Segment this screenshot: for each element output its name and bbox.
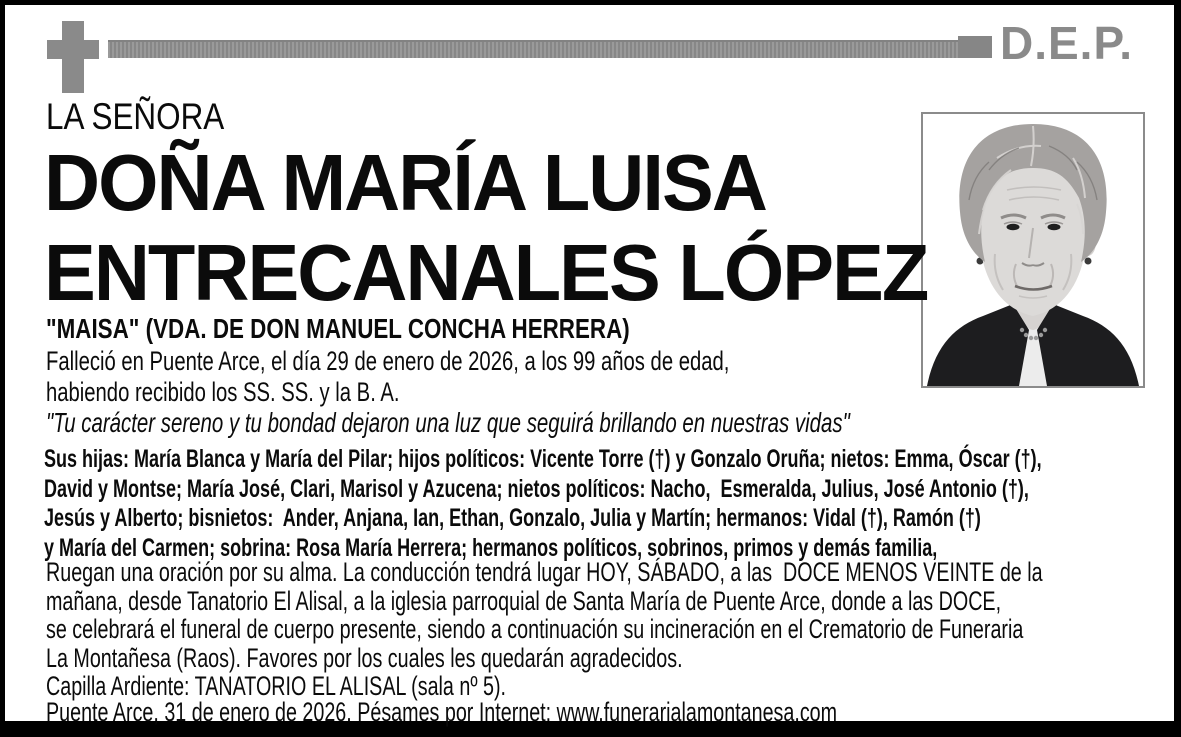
funeral-line: Ruegan una oración por su alma. La conducción tendrá lugar HOY, SÁBADO, a las DOCE MENOS VEINTE de la <box>46 557 1043 587</box>
honorific-text: LA SEÑORA <box>46 96 225 137</box>
death-line: Falleció en Puente Arce, el día 29 de enero de 2026, a los 99 años de edad, <box>46 346 730 376</box>
memorial-quote-text: "Tu carácter sereno y tu bondad dejaron una luz que seguirá brillando en nuestras vidas" <box>46 407 850 438</box>
funeral-line: mañana, desde Tanatorio El Alisal, a la iglesia parroquial de Santa María de Puente Arce, donde a las DOCE, <box>46 585 1002 616</box>
family-line: Jesús y Alberto; bisnietos: Ander, Anjana, Ian, Ethan, Gonzalo, Julia y Martín; hermanos: Vidal (†), Ramón (†) <box>44 504 981 532</box>
frame-top-border <box>0 0 1181 5</box>
death-notice-paragraph <box>46 346 957 408</box>
funeral-line: La Montañesa (Raos). Favores por los cuales les quedarán agradecidos. <box>46 642 683 673</box>
alias-text: "MAISA" (VDA. DE DON MANUEL CONCHA HERRERA) <box>46 313 630 344</box>
header-rule-bar <box>108 40 960 58</box>
date-and-website-line <box>46 697 1130 728</box>
deceased-name-line1: DOÑA MARÍA LUISA <box>44 138 766 227</box>
frame-left-border <box>0 0 5 737</box>
deceased-name-heading <box>44 138 955 318</box>
deceased-name-line2: ENTRECANALES LÓPEZ <box>44 228 928 317</box>
date-and-website-text: Puente Arce, 31 de enero de 2026. Pésames por Internet: www.funerarialamontanesa.com <box>46 697 838 727</box>
memorial-quote <box>46 407 1147 439</box>
family-line: David y Montse; María José, Clari, Marisol y Azucena; nietos políticos: Nacho, Esmeralda, Julius, José Antonio (†), <box>44 474 1029 503</box>
funeral-line: se celebrará el funeral de cuerpo presente, siendo a continuación su incineración en el Crematorio de Funeraria <box>46 614 1024 645</box>
dep-label: D.E.P. <box>1000 17 1133 69</box>
funeral-line: Capilla Ardiente: TANATORIO EL ALISAL (sala nº 5). <box>46 671 507 702</box>
header-rule-bar-endcap <box>958 36 992 58</box>
family-line: y María del Carmen; sobrina: Rosa María Herrera; hermanos políticos, sobrinos, primos y demás familia, <box>44 533 938 562</box>
cross-icon-horizontal <box>47 40 99 59</box>
family-line: Sus hijas: María Blanca y María del Pilar; hijos políticos: Vicente Torre (†) y Gonzalo Oruña; nietos: Emma, Óscar (†), <box>44 445 1042 473</box>
honorific-heading <box>46 96 256 138</box>
family-paragraph <box>44 445 1181 563</box>
death-line: habiendo recibido los SS. SS. y la B. A. <box>46 377 400 407</box>
alias-subheading <box>46 313 776 345</box>
funeral-details-paragraph <box>46 558 1181 701</box>
